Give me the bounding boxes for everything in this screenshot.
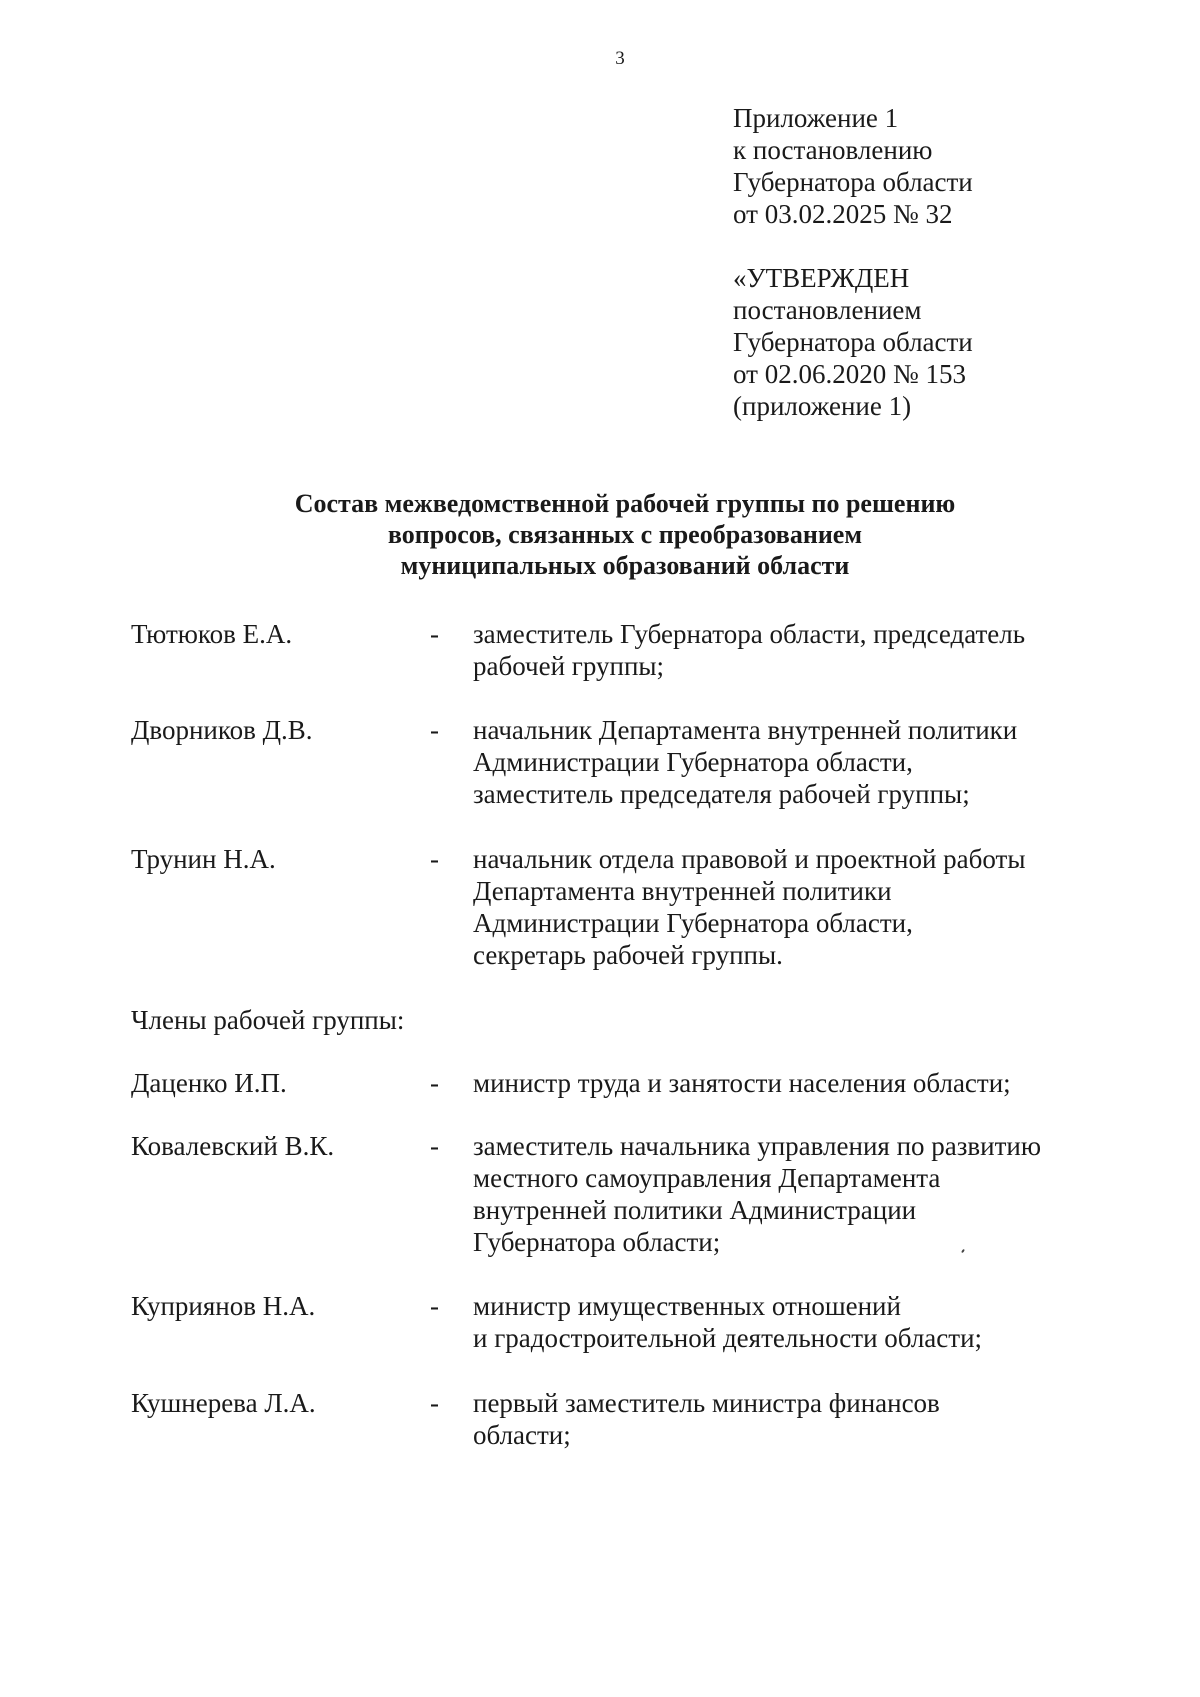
member-role <box>473 1387 1093 1451</box>
annex-line: Приложение 1 <box>733 103 899 133</box>
annex-line: к постановлению <box>733 135 933 165</box>
role-line: и градостроительной деятельности области; <box>473 1323 983 1353</box>
annex-line: от 03.02.2025 № 32 <box>733 199 953 229</box>
member-dash: - <box>430 1131 439 1161</box>
approval-line: от 02.06.2020 № 153 <box>733 359 966 389</box>
member-name: Куприянов Н.А. <box>131 1291 316 1321</box>
member-name: Кушнерева Л.А. <box>131 1388 316 1418</box>
member-name: Ковалевский В.К. <box>131 1131 335 1161</box>
member-dash: - <box>430 1388 439 1418</box>
member-name: Даценко И.П. <box>131 1068 287 1098</box>
role-line: первый заместитель министра финансов <box>473 1388 940 1418</box>
role-line: Департамента внутренней политики <box>473 876 892 906</box>
role-line: начальник отдела правовой и проектной работы <box>473 844 1026 874</box>
member-name: Дворников Д.В. <box>131 715 313 745</box>
role-line: секретарь рабочей группы. <box>473 940 783 970</box>
role-line: области; <box>473 1420 571 1450</box>
role-line: заместитель начальника управления по развитию <box>473 1131 1042 1161</box>
approval-line: (приложение 1) <box>733 391 912 421</box>
member-role <box>473 1290 1093 1354</box>
member-dash: - <box>430 844 439 874</box>
role-line: начальник Департамента внутренней политики <box>473 715 1018 745</box>
approval-stamp <box>733 262 973 422</box>
member-dash: - <box>430 715 439 745</box>
annex-header <box>733 102 973 230</box>
approval-line: Губернатора области <box>733 327 973 357</box>
approval-line: постановлением <box>733 295 922 325</box>
member-role <box>473 618 1093 682</box>
role-line: министр имущественных отношений <box>473 1291 901 1321</box>
role-line: министр труда и занятости населения области; <box>473 1068 1011 1098</box>
member-dash: - <box>430 1068 439 1098</box>
members-heading: Члены рабочей группы: <box>131 1005 405 1035</box>
annex-line: Губернатора области <box>733 167 973 197</box>
member-role <box>473 843 1093 971</box>
role-line: Администрации Губернатора области, <box>473 908 913 938</box>
member-name: Тютюков Е.А. <box>131 619 293 649</box>
approval-line: «УТВЕРЖДЕН <box>733 263 910 293</box>
role-line: заместитель председателя рабочей группы; <box>473 779 970 809</box>
title-line: Состав межведомственной рабочей группы по решению <box>294 489 956 518</box>
member-dash: - <box>430 619 439 649</box>
member-role <box>473 1067 1093 1099</box>
member-role <box>473 1130 1093 1258</box>
role-line: местного самоуправления Департамента <box>473 1163 941 1193</box>
member-dash: - <box>430 1291 439 1321</box>
title-line: вопросов, связанных с преобразованием <box>387 520 863 549</box>
role-line: рабочей группы; <box>473 651 665 681</box>
member-role <box>473 714 1093 810</box>
role-line: заместитель Губернатора области, председатель <box>473 619 1026 649</box>
role-line: Администрации Губернатора области, <box>473 747 913 777</box>
page-number: 3 <box>615 48 625 69</box>
document-title <box>150 488 1100 581</box>
title-line: муниципальных образований области <box>400 551 850 580</box>
role-line: Губернатора области; <box>473 1227 721 1257</box>
role-line: внутренней политики Администрации <box>473 1195 917 1225</box>
member-name: Трунин Н.А. <box>131 844 276 874</box>
